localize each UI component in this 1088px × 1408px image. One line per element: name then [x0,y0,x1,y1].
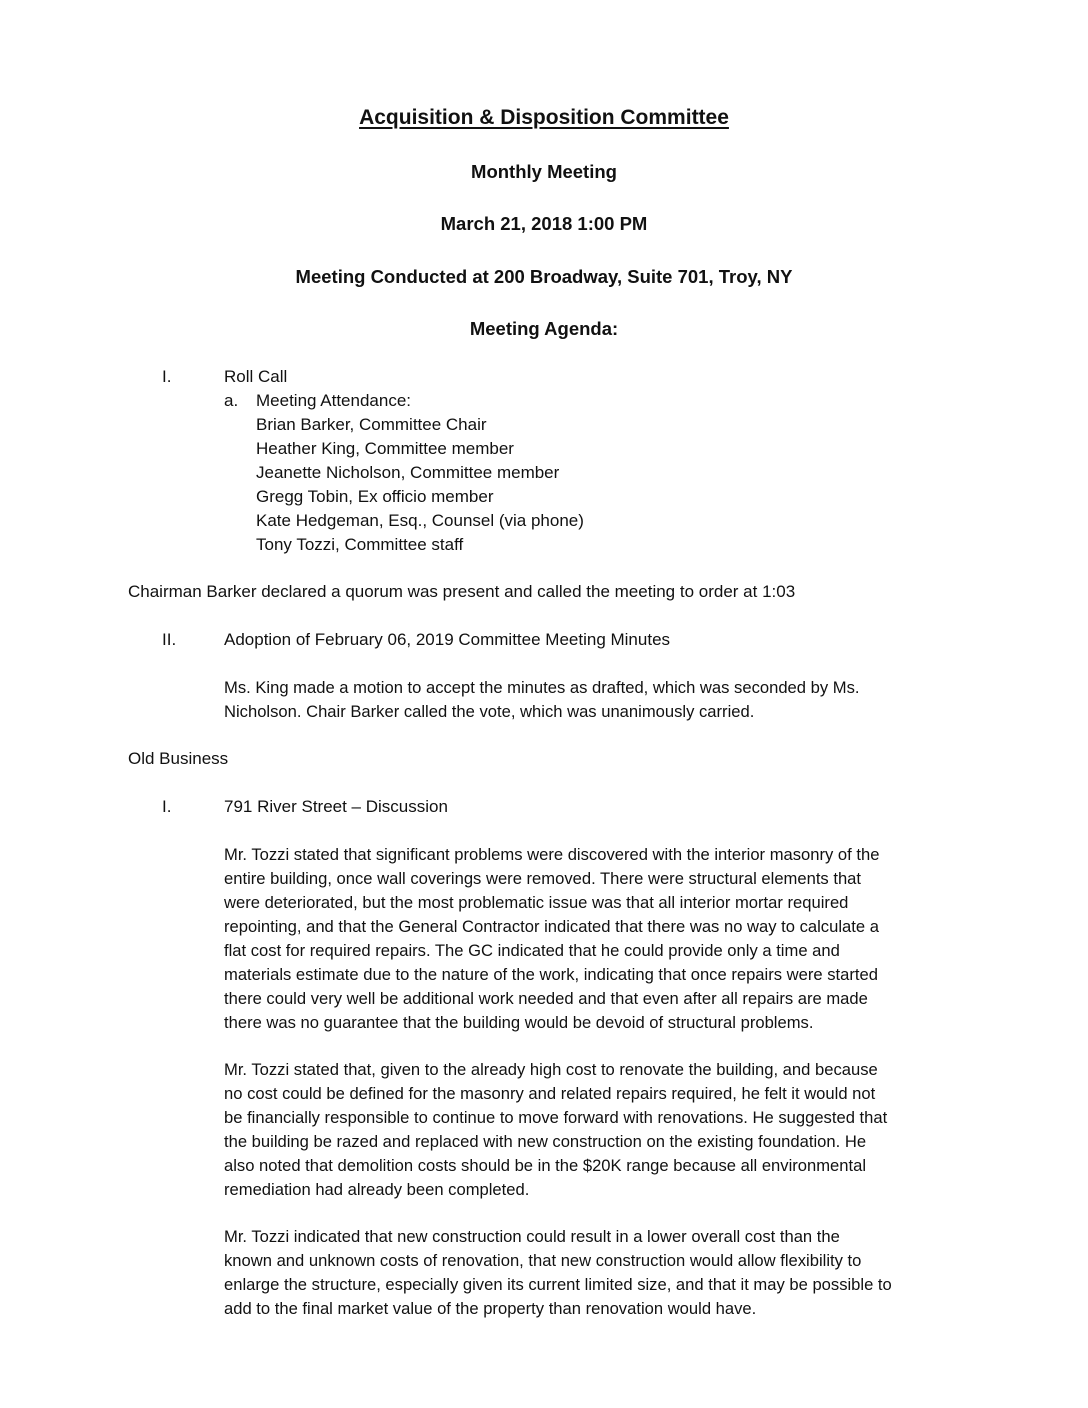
roll-call-label: Roll Call [224,367,288,386]
minutes-label: Adoption of February 06, 2019 Committee Meeting Minutes [224,630,671,649]
attendee-item: Tony Tozzi, Committee staff [256,535,464,554]
paragraph-line: be financially responsible to continue to move forward with renovations. He suggested that [224,1108,888,1127]
paragraph-line: Ms. King made a motion to accept the minutes as drafted, which was seconded by Ms. [224,678,860,697]
agenda-heading: Meeting Agenda: [469,318,619,339]
paragraph-line: repointing, and that the General Contractor indicated that there was no way to calculate a [224,917,879,936]
attendance-letter: a. [224,391,239,410]
paragraph-line: also noted that demolition costs should be in the $20K range because all environmental [224,1156,867,1175]
paragraph-line: add to the final market value of the property than renovation would have. [224,1299,757,1318]
minutes-paragraph [224,676,964,724]
paragraph-line: the building be razed and replaced with new construction on the existing foundation. He [224,1132,867,1151]
meeting-location-heading: Meeting Conducted at 200 Broadway, Suite 701, Troy, NY [295,266,793,287]
attendance-label: Meeting Attendance: [256,391,412,410]
meeting-datetime-heading: March 21, 2018 1:00 PM [440,213,648,234]
attendee-item: Jeanette Nicholson, Committee member [256,463,560,482]
paragraph-line: entire building, once wall coverings were removed. There were structural elements that [224,869,862,888]
paragraph-line: were deteriorated, but the most problematic issue was that all interior mortar required [224,893,849,912]
old-business-heading: Old Business [128,749,229,768]
paragraph-line: Mr. Tozzi indicated that new construction could result in a lower overall cost than the [224,1227,840,1246]
old-business-item-numeral: I. [162,797,172,816]
minutes-numeral: II. [162,630,177,649]
paragraph-line: Mr. Tozzi stated that significant problems were discovered with the interior masonry of the [224,845,880,864]
paragraph-line: there was no guarantee that the building would be devoid of structural problems. [224,1013,814,1032]
paragraph-line: remediation had already been completed. [224,1180,530,1199]
quorum-statement: Chairman Barker declared a quorum was present and called the meeting to order at 1:03 [128,582,796,601]
document-title: Acquisition & Disposition Committee [359,106,729,129]
paragraph-line: no cost could be defined for the masonry and related repairs required, he felt it would not [224,1084,876,1103]
attendee-item: Kate Hedgeman, Esq., Counsel (via phone) [256,511,584,530]
discussion-paragraph [224,1225,964,1321]
discussion-paragraph [224,1058,964,1202]
old-business-item-label: 791 River Street – Discussion [224,797,448,816]
paragraph-line: Nicholson. Chair Barker called the vote, which was unanimously carried. [224,702,755,721]
roll-call-numeral: I. [162,367,172,386]
paragraph-line: flat cost for required repairs. The GC indicated that he could provide only a time and [224,941,840,960]
attendee-item: Heather King, Committee member [256,439,514,458]
attendee-item: Brian Barker, Committee Chair [256,415,487,434]
discussion-paragraph [224,843,964,1035]
attendee-item: Gregg Tobin, Ex officio member [256,487,494,506]
paragraph-line: enlarge the structure, especially given its current limited size, and that it may be possible to [224,1275,892,1294]
paragraph-line: materials estimate due to the nature of the work, indicating that once repairs were started [224,965,878,984]
paragraph-line: known and unknown costs of renovation, that new construction would allow flexibility to [224,1251,862,1270]
meeting-type-heading: Monthly Meeting [471,161,617,182]
paragraph-line: Mr. Tozzi stated that, given to the already high cost to renovate the building, and because [224,1060,878,1079]
paragraph-line: there could very well be additional work needed and that even after all repairs are made [224,989,868,1008]
